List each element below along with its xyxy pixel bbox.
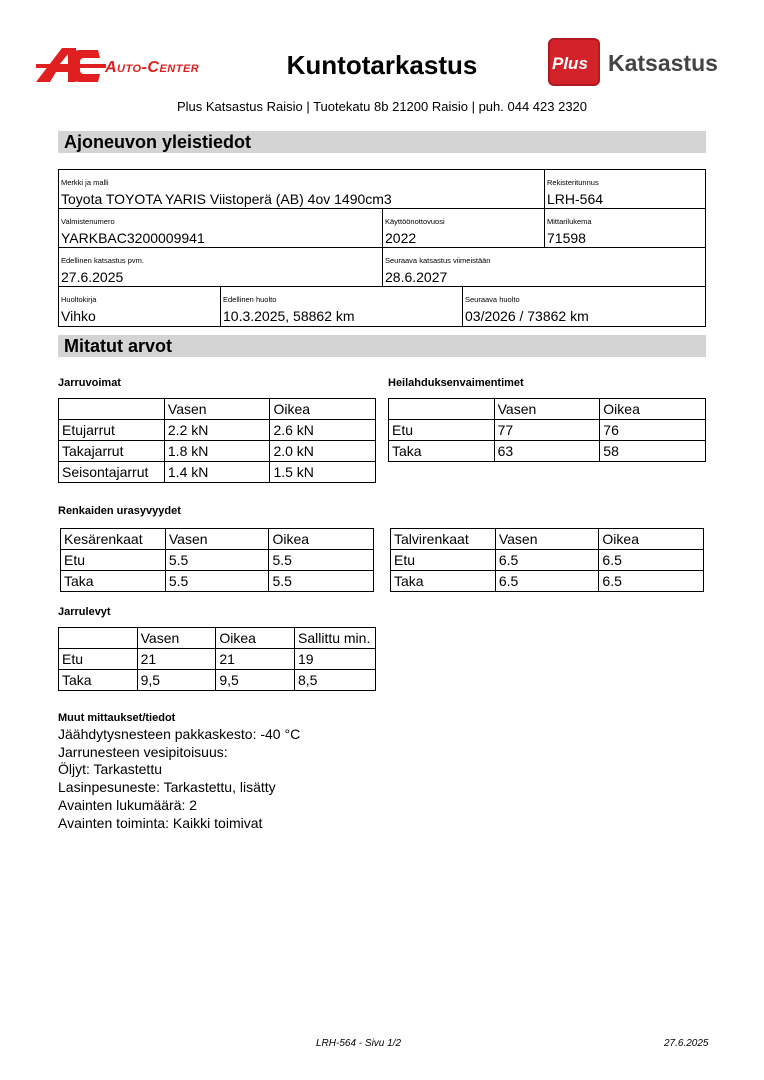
field-next-service [462,286,706,327]
table-cell: Vasen [165,529,269,550]
table-cell: Oikea [270,399,376,420]
table-cell [59,399,165,420]
table-row [61,571,374,592]
table-row [59,420,376,441]
table-cell [389,399,495,420]
field-label: Edellinen katsastus pvm. [61,256,144,265]
field-label: Rekisteritunnus [547,178,599,187]
table-cell: 2.6 kN [270,420,376,441]
field-label: Seuraava katsastus viimeistään [385,256,491,265]
plus-badge-text: Plus [552,54,588,73]
table-cell: Kesärenkaat [61,529,166,550]
table-cell: 5.5 [269,550,374,571]
table-cell: 5.5 [165,571,269,592]
field-label: Merkki ja malli [61,178,109,187]
table-cell: 63 [494,441,600,462]
shocks-table [388,398,706,462]
field-registration [544,169,706,209]
table-row [59,670,376,691]
table-row [59,441,376,462]
field-odometer [544,208,706,248]
brakes-table [58,398,376,483]
field-intro-year [382,208,545,248]
field-label: Huoltokirja [61,295,97,304]
table-cell: Seisontajarrut [59,462,165,483]
table-cell: Etu [389,420,495,441]
table-header-row [391,529,704,550]
table-cell: Oikea [216,628,295,649]
table-cell: 2.2 kN [164,420,270,441]
table-cell: 5.5 [269,571,374,592]
section-general-title: Ajoneuvon yleistiedot [58,131,706,153]
table-cell: Taka [389,441,495,462]
table-cell: Oikea [269,529,374,550]
table-cell: Oikea [600,399,706,420]
field-next-inspection [382,247,706,287]
field-value: Toyota TOYOTA YARIS Viistoperä (AB) 4ov 1490cm3 [61,191,392,207]
table-header-row [59,399,376,420]
misc-line: Avainten lukumäärä: 2 [58,796,198,813]
plus-katsastus-logo [548,38,728,88]
field-value: 10.3.2025, 58862 km [223,308,355,324]
field-value: Vihko [61,308,96,324]
table-cell: 21 [216,649,295,670]
table-cell: Etujarrut [59,420,165,441]
field-label: Käyttöönottovuosi [385,217,445,226]
field-label: Valmistenumero [61,217,115,226]
field-label: Seuraava huolto [465,295,520,304]
field-value: 2022 [385,230,417,246]
field-label: Edellinen huolto [223,295,277,304]
field-value: LRH-564 [547,191,604,207]
table-row [59,462,376,483]
table-row [391,571,704,592]
tires-title: Renkaiden urasyvyydet [58,505,181,517]
winter-tires-table [390,528,704,592]
katsastus-logo-text: Katsastus [608,50,718,76]
table-cell: 1.5 kN [270,462,376,483]
table-header-row [61,529,374,550]
table-cell [59,628,138,649]
table-cell: Sallittu min. [294,628,375,649]
document-title: Kuntotarkastus [286,50,478,80]
field-vin [58,208,383,248]
misc-line: Jarrunesteen vesipitoisuus: [58,743,228,760]
table-row [59,649,376,670]
field-make-model [58,169,545,209]
misc-line: Avainten toiminta: Kaikki toimivat [58,814,263,831]
table-row [389,420,706,441]
table-cell: Talvirenkaat [391,529,496,550]
table-cell: 6.5 [495,571,599,592]
misc-title: Muut mittaukset/tiedot [58,712,176,724]
section-measured-title: Mitatut arvot [58,335,706,357]
misc-list [58,726,300,832]
misc-line: Öljyt: Tarkastettu [58,761,163,778]
table-cell: Etu [61,550,166,571]
table-header-row [389,399,706,420]
field-value: 28.6.2027 [385,269,448,285]
brakes-title: Jarruvoimat [58,377,121,389]
table-cell: Taka [391,571,496,592]
field-last-inspection [58,247,383,287]
table-cell: 76 [600,420,706,441]
field-value: 27.6.2025 [61,269,124,285]
table-row [389,441,706,462]
misc-line: Lasinpesuneste: Tarkastettu, lisätty [58,779,276,796]
table-cell: Etu [59,649,138,670]
table-cell: 5.5 [165,550,269,571]
shocks-title: Heilahduksenvaimentimet [388,377,524,389]
table-cell: 9,5 [137,670,216,691]
table-cell: Oikea [599,529,704,550]
table-cell: 6.5 [599,571,704,592]
field-value: YARKBAC3200009941 [61,230,205,246]
field-last-service [220,286,463,327]
table-cell: 1.4 kN [164,462,270,483]
table-header-row [59,628,376,649]
table-cell: Vasen [494,399,600,420]
address-line: Plus Katsastus Raisio | Tuotekatu 8b 21200 Raisio | puh. 044 423 2320 [176,99,588,114]
table-cell: 9,5 [216,670,295,691]
table-cell: 1.8 kN [164,441,270,462]
table-cell: 21 [137,649,216,670]
footer-date: 27.6.2025 [664,1038,709,1049]
table-cell: Vasen [495,529,599,550]
table-cell: Vasen [137,628,216,649]
table-cell: 6.5 [495,550,599,571]
auto-center-logo-text: Auto-Center [105,59,200,76]
field-value: 71598 [547,230,586,246]
footer-page-number: LRH-564 - Sivu 1/2 [316,1038,402,1049]
table-row [61,550,374,571]
table-cell: Takajarrut [59,441,165,462]
plus-badge [548,38,600,86]
table-cell: 2.0 kN [270,441,376,462]
misc-line: Jäähdytysnesteen pakkaskesto: -40 °C [58,726,301,742]
table-cell: Taka [59,670,138,691]
table-cell: 77 [494,420,600,441]
field-service-book [58,286,221,327]
table-cell: 6.5 [599,550,704,571]
table-cell: Etu [391,550,496,571]
table-cell: 8,5 [294,670,375,691]
field-value: 03/2026 / 73862 km [465,308,589,324]
table-cell: 19 [294,649,375,670]
discs-title: Jarrulevyt [58,606,111,618]
discs-table [58,627,376,691]
table-cell: Taka [61,571,166,592]
summer-tires-table [60,528,374,592]
field-label: Mittarilukema [547,217,592,226]
table-cell: Vasen [164,399,270,420]
table-row [391,550,704,571]
table-cell: 58 [600,441,706,462]
